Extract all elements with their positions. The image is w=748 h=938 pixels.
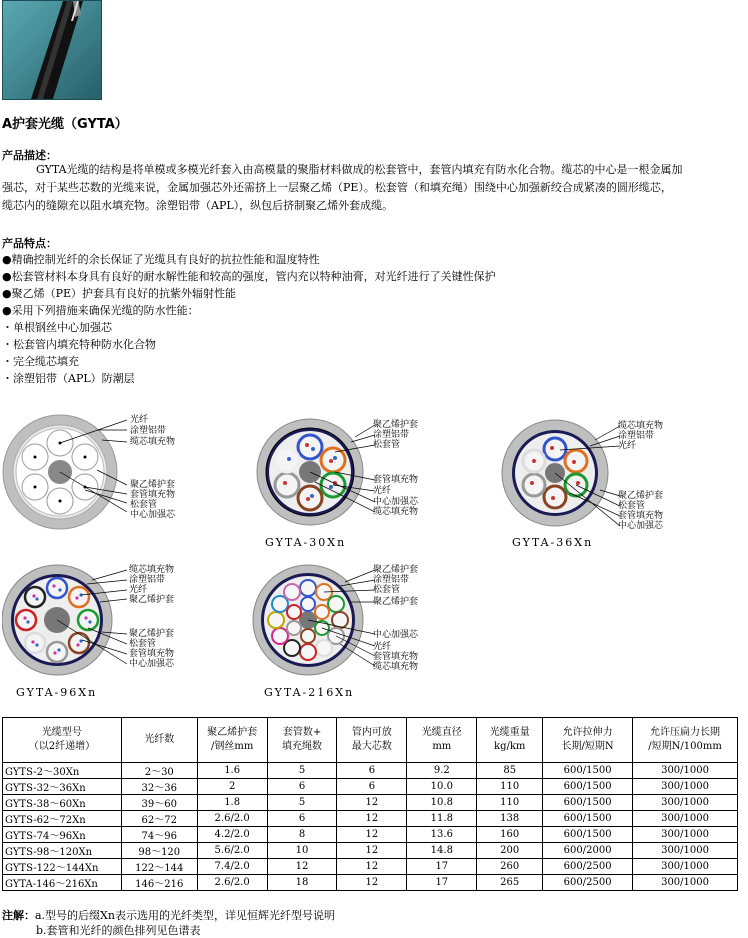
diagram-1-label: 松套管 bbox=[130, 500, 158, 510]
table-cell: 10.8 bbox=[407, 795, 477, 811]
table-cell: 10.0 bbox=[407, 779, 477, 795]
table-cell: 85 bbox=[477, 763, 543, 779]
table-cell: 8 bbox=[267, 827, 337, 843]
table-cell: 300/1000 bbox=[633, 827, 738, 843]
diagram-3-label: 光纤 bbox=[618, 441, 637, 451]
cross-section-diagram-gyta-30xn bbox=[255, 417, 455, 552]
table-cell: GYTS-38～60Xn bbox=[3, 795, 122, 811]
table-cell: 300/1000 bbox=[633, 779, 738, 795]
feature-item: ●松套管材料本身具有良好的耐水解性能和较高的强度，管内充以特种油膏，对光纤进行了关键性保护 bbox=[2, 270, 496, 283]
diagram-3-label: 中心加强芯 bbox=[618, 521, 664, 531]
table-cell: 18 bbox=[267, 875, 337, 891]
diagram-3-label: 套管填充物 bbox=[618, 511, 664, 521]
table-row bbox=[3, 779, 738, 795]
table-cell: 7.4/2.0 bbox=[197, 859, 267, 875]
diagram-5-label: 缆芯填充物 bbox=[373, 662, 419, 672]
header-cell: 允许压扁力长期 /短期N/100mm bbox=[633, 718, 738, 763]
table-cell: GYTS-62～72Xn bbox=[3, 811, 122, 827]
header-cell: 套管数+ 填充绳数 bbox=[267, 718, 337, 763]
diagram-2-label: 中心加强芯 bbox=[373, 497, 419, 507]
table-cell: GYTS-122～144Xn bbox=[3, 859, 122, 875]
table-cell: 39～60 bbox=[121, 795, 197, 811]
header-cell: 光纤数 bbox=[121, 718, 197, 763]
cable-photo bbox=[2, 0, 102, 100]
diagram-1-label: 套管填充物 bbox=[130, 490, 176, 500]
table-cell: 5 bbox=[267, 763, 337, 779]
table-cell: 600/1500 bbox=[543, 779, 633, 795]
table-cell: 14.8 bbox=[407, 843, 477, 859]
table-cell: 146～216 bbox=[121, 875, 197, 891]
diagram-5-label: 松套管 bbox=[373, 585, 401, 595]
table-cell: 600/2500 bbox=[543, 875, 633, 891]
diagram-1-label: 聚乙烯护套 bbox=[130, 480, 176, 490]
table-cell: 300/1000 bbox=[633, 811, 738, 827]
note-b: b.套管和光纤的颜色排列见色谱表 bbox=[36, 924, 201, 937]
features-heading: 产品特点： bbox=[2, 237, 57, 250]
table-cell: 2.6/2.0 bbox=[197, 811, 267, 827]
diagram-5-label: 光纤 bbox=[373, 642, 392, 652]
diagram-3-label: 涂塑铝带 bbox=[618, 431, 655, 441]
diagram-4-label: 缆芯填充物 bbox=[129, 565, 175, 575]
table-cell: 12 bbox=[337, 827, 407, 843]
diagram-2-label: 聚乙烯护套 bbox=[373, 420, 419, 430]
diagram-5-label: 套管填充物 bbox=[373, 652, 419, 662]
page-title: A护套光缆（GYTA） bbox=[2, 117, 128, 132]
header-cell: 允许拉伸力 长期/短期N bbox=[543, 718, 633, 763]
table-cell: 12 bbox=[337, 843, 407, 859]
table-cell: GYTS-32～36Xn bbox=[3, 779, 122, 795]
diagram-4-label: 聚乙烯护套 bbox=[129, 595, 175, 605]
diagram-1-label: 缆芯填充物 bbox=[130, 437, 176, 447]
notes-a bbox=[2, 907, 335, 923]
table-cell: 2～30 bbox=[121, 763, 197, 779]
diagram-4-label: 光纤 bbox=[129, 585, 148, 595]
table-cell: 11.8 bbox=[407, 811, 477, 827]
table-cell: 600/2000 bbox=[543, 843, 633, 859]
table-cell: 17 bbox=[407, 859, 477, 875]
table-cell: 62～72 bbox=[121, 811, 197, 827]
diagram-5-label: 涂塑铝带 bbox=[373, 575, 410, 585]
table-cell: 600/1500 bbox=[543, 827, 633, 843]
notes-prefix: 注解： bbox=[2, 909, 35, 922]
diagram-4-label: 中心加强芯 bbox=[129, 659, 175, 669]
table-cell: 6 bbox=[267, 779, 337, 795]
table-cell: 12 bbox=[267, 859, 337, 875]
table-cell: 2.6/2.0 bbox=[197, 875, 267, 891]
table-cell: 98～120 bbox=[121, 843, 197, 859]
table-cell: GYTS-2～30Xn bbox=[3, 763, 122, 779]
header-cell: 光缆型号 （以2纤递增） bbox=[3, 718, 122, 763]
table-cell: 138 bbox=[477, 811, 543, 827]
feature-item: ・单根钢丝中心加强芯 bbox=[2, 321, 112, 334]
table-cell: 300/1000 bbox=[633, 795, 738, 811]
table-row bbox=[3, 875, 738, 891]
feature-item: ・涂塑铝带（APL）防潮层 bbox=[2, 372, 135, 385]
diagram-3-caption: GYTA-36Xn bbox=[512, 536, 594, 549]
table-cell: 110 bbox=[477, 795, 543, 811]
spec-table bbox=[2, 717, 738, 891]
description-heading: 产品描述： bbox=[2, 149, 57, 162]
feature-item: ・完全缆芯填充 bbox=[2, 355, 79, 368]
diagram-2-label: 松套管 bbox=[373, 440, 401, 450]
table-cell: GYTS-98～120Xn bbox=[3, 843, 122, 859]
table-cell: 10 bbox=[267, 843, 337, 859]
table-cell: 600/2500 bbox=[543, 859, 633, 875]
table-cell: 265 bbox=[477, 875, 543, 891]
table-cell: 600/1500 bbox=[543, 763, 633, 779]
table-cell: 4.2/2.0 bbox=[197, 827, 267, 843]
table-row bbox=[3, 795, 738, 811]
diagram-5-caption: GYTA-216Xn bbox=[264, 686, 355, 699]
table-cell: 13.6 bbox=[407, 827, 477, 843]
table-cell: 300/1000 bbox=[633, 859, 738, 875]
diagram-5-label: 中心加强芯 bbox=[373, 630, 419, 640]
table-cell: 260 bbox=[477, 859, 543, 875]
diagram-1-label: 涂塑铝带 bbox=[130, 426, 167, 436]
feature-item: ●精确控制光纤的余长保证了光缆具有良好的抗拉性能和温度特性 bbox=[2, 253, 320, 266]
description-line-2: 强芯，对于某些芯数的光缆来说，金属加强芯外还需挤上一层聚乙烯（PE）。松套管（和填充绳）围绕中心加强新绞合成紧凑的圆形缆芯， bbox=[2, 181, 672, 194]
table-cell: 12 bbox=[337, 811, 407, 827]
diagram-5-label: 聚乙烯护套 bbox=[373, 597, 419, 607]
diagram-4-caption: GYTA-96Xn bbox=[16, 686, 98, 699]
table-row bbox=[3, 827, 738, 843]
table-cell: 600/1500 bbox=[543, 795, 633, 811]
diagram-4-label: 聚乙烯护套 bbox=[129, 629, 175, 639]
diagram-2-label: 涂塑铝带 bbox=[373, 430, 410, 440]
table-cell: 32～36 bbox=[121, 779, 197, 795]
table-cell: GYTS-74～96Xn bbox=[3, 827, 122, 843]
diagram-5-label: 聚乙烯护套 bbox=[373, 565, 419, 575]
table-cell: 5.6/2.0 bbox=[197, 843, 267, 859]
table-cell: 2 bbox=[197, 779, 267, 795]
table-cell: 600/1500 bbox=[543, 811, 633, 827]
table-cell: 200 bbox=[477, 843, 543, 859]
feature-item: ●采用下列措施来确保光缆的防水性能： bbox=[2, 304, 199, 317]
diagram-2-label: 套管填充物 bbox=[373, 475, 419, 485]
header-cell: 光缆重量 kg/km bbox=[477, 718, 543, 763]
header-cell: 聚乙烯护套 /钢丝mm bbox=[197, 718, 267, 763]
diagram-3-label: 聚乙烯护套 bbox=[618, 491, 664, 501]
description-line-3: 缆芯内的缝隙充以阻水填充物。涂塑铝带（APL），纵包后挤制聚乙烯外套成缆。 bbox=[2, 199, 394, 212]
diagram-1-label: 光纤 bbox=[130, 415, 149, 425]
diagram-4-label: 套管填充物 bbox=[129, 649, 175, 659]
table-cell: 300/1000 bbox=[633, 875, 738, 891]
feature-item: ・松套管内填充特种防水化合物 bbox=[2, 338, 156, 351]
header-cell: 管内可放 最大芯数 bbox=[337, 718, 407, 763]
table-cell: 9.2 bbox=[407, 763, 477, 779]
table-cell: 12 bbox=[337, 859, 407, 875]
diagram-3-label: 松套管 bbox=[618, 501, 646, 511]
table-cell: 1.6 bbox=[197, 763, 267, 779]
table-cell: 160 bbox=[477, 827, 543, 843]
cross-section-diagram-gyta-96xn bbox=[2, 562, 232, 702]
table-cell: 1.8 bbox=[197, 795, 267, 811]
table-row bbox=[3, 843, 738, 859]
table-cell: 5 bbox=[267, 795, 337, 811]
cross-section-diagram-gyta-216xn bbox=[250, 562, 460, 702]
table-cell: 12 bbox=[337, 875, 407, 891]
table-header-row bbox=[3, 718, 738, 763]
diagram-2-caption: GYTA-30Xn bbox=[265, 536, 347, 549]
table-cell: 110 bbox=[477, 779, 543, 795]
header-cell: 光缆直径 mm bbox=[407, 718, 477, 763]
table-row bbox=[3, 859, 738, 875]
note-a: a.型号的后缀Xn表示选用的光纤类型，详见恒辉光纤型号说明 bbox=[35, 909, 335, 922]
diagram-3-label: 缆芯填充物 bbox=[618, 421, 664, 431]
table-cell: GYTA-146～216Xn bbox=[3, 875, 122, 891]
diagram-4-label: 松套管 bbox=[129, 639, 157, 649]
table-cell: 74～96 bbox=[121, 827, 197, 843]
table-cell: 6 bbox=[337, 779, 407, 795]
table-cell: 17 bbox=[407, 875, 477, 891]
table-cell: 300/1000 bbox=[633, 843, 738, 859]
table-cell: 6 bbox=[337, 763, 407, 779]
cross-section-diagram-1 bbox=[2, 410, 222, 530]
table-cell: 12 bbox=[337, 795, 407, 811]
diagram-2-label: 光纤 bbox=[373, 486, 392, 496]
table-cell: 6 bbox=[267, 811, 337, 827]
diagram-4-label: 涂塑铝带 bbox=[129, 575, 166, 585]
table-row bbox=[3, 763, 738, 779]
diagram-2-label: 缆芯填充物 bbox=[373, 507, 419, 517]
feature-item: ●聚乙烯（PE）护套具有良好的抗紫外辐射性能 bbox=[2, 287, 237, 300]
table-cell: 300/1000 bbox=[633, 763, 738, 779]
description-line-1: GYTA光缆的结构是将单模或多模光纤套入由高模量的聚脂材料做成的松套管中，套管内填充有防水化合物。缆芯的中心是一根金属加 bbox=[36, 163, 683, 176]
table-cell: 122～144 bbox=[121, 859, 197, 875]
table-row bbox=[3, 811, 738, 827]
cross-section-diagram-gyta-36xn bbox=[500, 418, 710, 553]
diagram-1-label: 中心加强芯 bbox=[130, 510, 176, 520]
